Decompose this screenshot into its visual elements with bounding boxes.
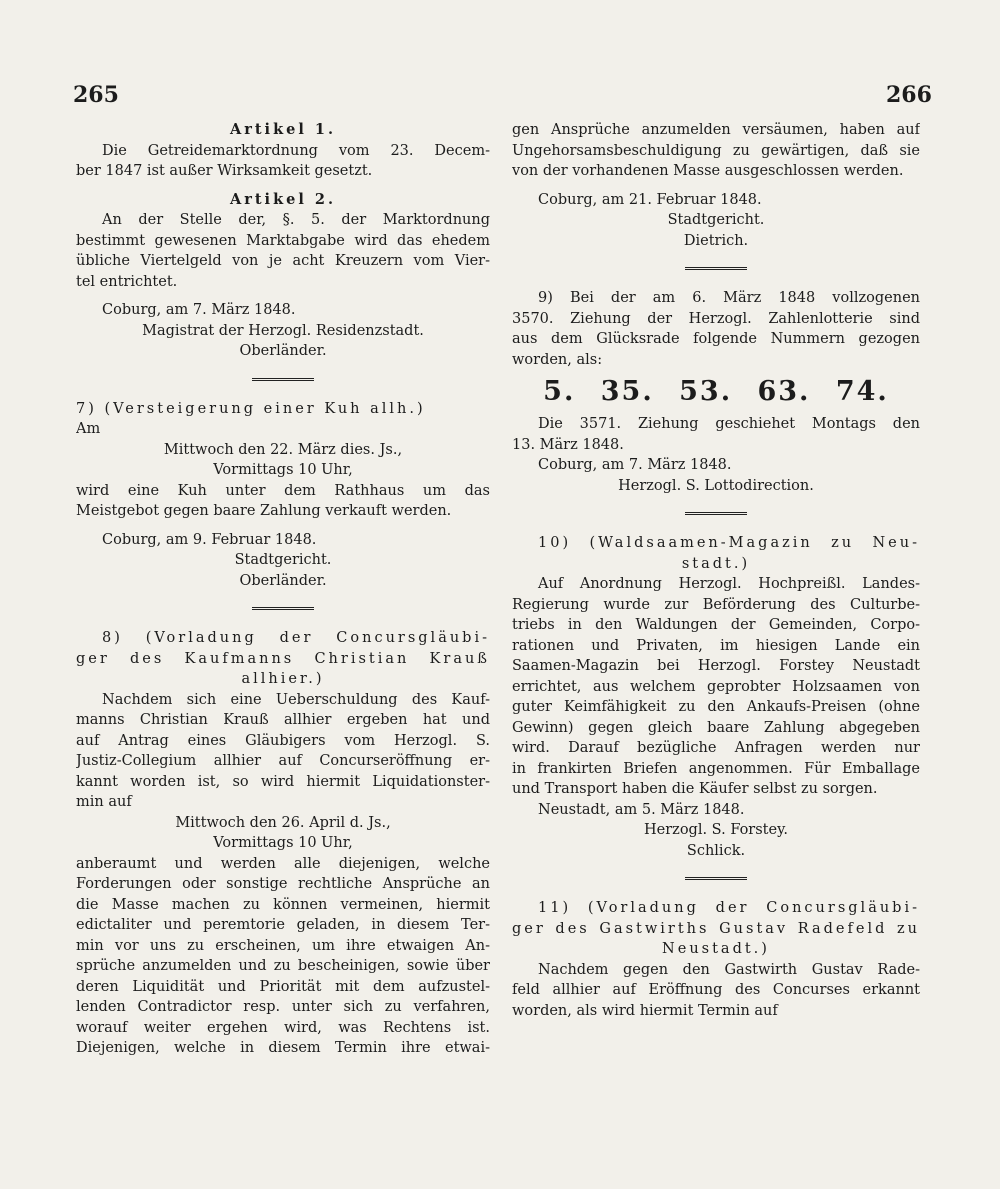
paragraph-line: Ungehorsamsbeschuldigung zu gewärtigen, daß sie [512,142,920,159]
article-1-heading: Artikel 1. [229,121,337,138]
paragraph-line: feld allhier auf Eröffnung des Concurses erkannt [512,982,920,998]
paragraph-line: anberaumt und werden alle diejenigen, welche [76,855,490,872]
paragraph-line: min auf [76,794,132,810]
paragraph-line: wird eine Kuh unter dem Rathhaus um das [76,482,490,499]
page-number-left: 265 [73,82,119,108]
paragraph-line: Nachdem gegen den Gastwirth Gustav Rade- [538,961,920,978]
paragraph-line: Auf Anordnung Herzogl. Hochpreißl. Landes- [538,576,920,592]
paragraph-line: tel entrichtet. [76,273,178,290]
paragraph-line: gen Ansprüche anzumelden versäumen, haben auf [512,122,920,138]
notice-10-title: 10) (Waldsaamen-Magazin zu Neu- [538,535,920,551]
signature: Oberländer. [239,572,327,589]
notice-8-title: allhier.) [241,671,325,687]
paragraph-line: rationen und Privaten, im hiesigen Lande ein [512,637,920,654]
paragraph-line: sprüche anzumelden und zu bescheinigen, sowie über [76,958,490,974]
time-line: Vormittags 10 Uhr, [213,835,353,851]
authority: Stadtgericht. [234,552,332,568]
paragraph-line: manns Christian Krauß allhier ergeben hat und [76,712,490,728]
place-date: Neustadt, am 5. März 1848. [538,801,745,818]
authority: Herzogl. S. Forstey. [644,822,788,838]
notice-8-title: 8) (Vorladung der Concursgläubi- [102,630,490,646]
section-divider [252,378,314,381]
paragraph-line: An der Stelle der, §. 5. der Marktordnung [102,212,490,228]
section-divider [685,512,747,515]
signature: Schlick. [686,842,746,859]
paragraph-line: Am [76,421,101,437]
left-column [76,120,490,1059]
paragraph-line: 3570. Ziehung der Herzogl. Zahlenlotterie sind [512,310,920,327]
authority: Herzogl. S. Lottodirection. [618,477,814,494]
paragraph-line: bestimmt gewesenen Marktabgabe wird das ehedem [76,232,490,249]
place-date: Coburg, am 7. März 1848. [102,302,296,318]
paragraph-line: kannt worden ist, so wird hiermit Liquidationster- [76,773,490,790]
paragraph-line: Die 3571. Ziehung geschiehet Montags den [538,416,920,432]
paragraph-line: Meistgebot gegen baare Zahlung verkauft werden. [76,503,452,519]
paragraph-line: 13. März 1848. [512,436,624,453]
paragraph-line: 9) Bei der am 6. März 1848 vollzogenen [538,290,920,306]
date-line: Mittwoch den 22. März dies. Js., [163,441,403,458]
place-date: Coburg, am 21. Februar 1848. [538,191,762,208]
paragraph-line: Forderungen oder sonstige rechtliche Ansprüche an [76,876,490,892]
time-line: Vormittags 10 Uhr, [213,462,353,478]
paragraph-line: edictaliter und peremtorie geladen, in diesem Ter- [76,917,490,933]
paragraph-line: und Transport haben die Käufer selbst zu sorgen. [512,781,878,797]
paragraph-line: lenden Contradictor resp. unter sich zu verfahren, [76,999,490,1015]
paragraph-line: errichtet, aus welchem geprobter Holzsaamen von [512,678,920,695]
paragraph-line: min vor uns zu erscheinen, um ihre etwaigen An- [76,937,490,954]
paragraph-line: Die Getreidemarktordnung vom 23. Decem- [102,142,490,159]
signature: Dietrich. [683,232,749,249]
paragraph-line: in frankirten Briefen angenommen. Für Emballage [512,760,920,777]
notice-7-title: 7) (Versteigerung einer Kuh allh.) [76,400,426,417]
paragraph-line: worden, als: [512,351,603,368]
signature: Oberländer. [239,343,327,359]
paragraph-line: worden, als wird hiermit Termin auf [512,1002,778,1019]
paragraph-line: wird. Darauf bezügliche Anfragen werden nur [512,740,920,756]
paragraph-line: von der vorhandenen Masse ausgeschlossen werden. [512,163,904,179]
place-date: Coburg, am 9. Februar 1848. [102,531,317,548]
article-2-heading: Artikel 2. [229,190,337,208]
paragraph-line: Justiz-Collegium allhier auf Concurseröffnung er- [76,753,490,769]
notice-11-title: Neustadt.) [662,941,770,957]
paragraph-line: triebs in den Waldungen der Gemeinden, Corpo- [512,617,920,633]
paragraph-line: übliche Viertelgeld von je acht Kreuzern vom Vier- [76,253,490,269]
notice-10-title: stadt.) [681,555,751,572]
paragraph-line: Diejenigen, welche in diesem Termin ihre etwai- [76,1040,490,1056]
paragraph-line: ber 1847 ist außer Wirksamkeit gesetzt. [76,163,373,179]
paragraph-line: worauf weiter ergehen wird, was Rechtens ist. [76,1019,490,1036]
right-column [512,120,920,1021]
paragraph-line: guter Keimfähigkeit zu den Ankaufs-Preisen (ohne [512,699,920,715]
paragraph-line: Gewinn) gegen gleich baare Zahlung abgegeben [512,719,920,736]
authority: Magistrat der Herzogl. Residenzstadt. [142,322,424,339]
section-divider [252,607,314,610]
authority: Stadtgericht. [667,212,765,228]
notice-8-title: ger des Kaufmanns Christian Krauß [76,650,490,667]
paragraph-line: deren Liquidität und Priorität mit dem aufzustel- [76,978,490,995]
paragraph-line: aus dem Glücksrade folgende Nummern gezogen [512,331,920,347]
section-divider [685,267,747,270]
notice-11-title: 11) (Vorladung der Concursgläubi- [538,900,920,916]
date-line: Mittwoch den 26. April d. Js., [175,814,391,831]
paragraph-line: Saamen-Magazin bei Herzogl. Forstey Neustadt [512,658,920,674]
paragraph-line: Regierung wurde zur Beförderung des Culturbe- [512,596,920,613]
lottery-numbers: 5. 35. 53. 63. 74. [543,376,889,407]
place-date: Coburg, am 7. März 1848. [538,457,732,473]
notice-11-title: ger des Gastwirths Gustav Radefeld zu [512,920,920,937]
page-number-right: 266 [886,82,932,108]
section-divider [685,877,747,880]
paragraph-line: Nachdem sich eine Ueberschuldung des Kauf- [102,691,490,708]
paragraph-line: die Masse machen zu können vermeinen, hiermit [76,896,490,913]
paragraph-line: auf Antrag eines Gläubigers vom Herzogl. S. [76,732,490,749]
